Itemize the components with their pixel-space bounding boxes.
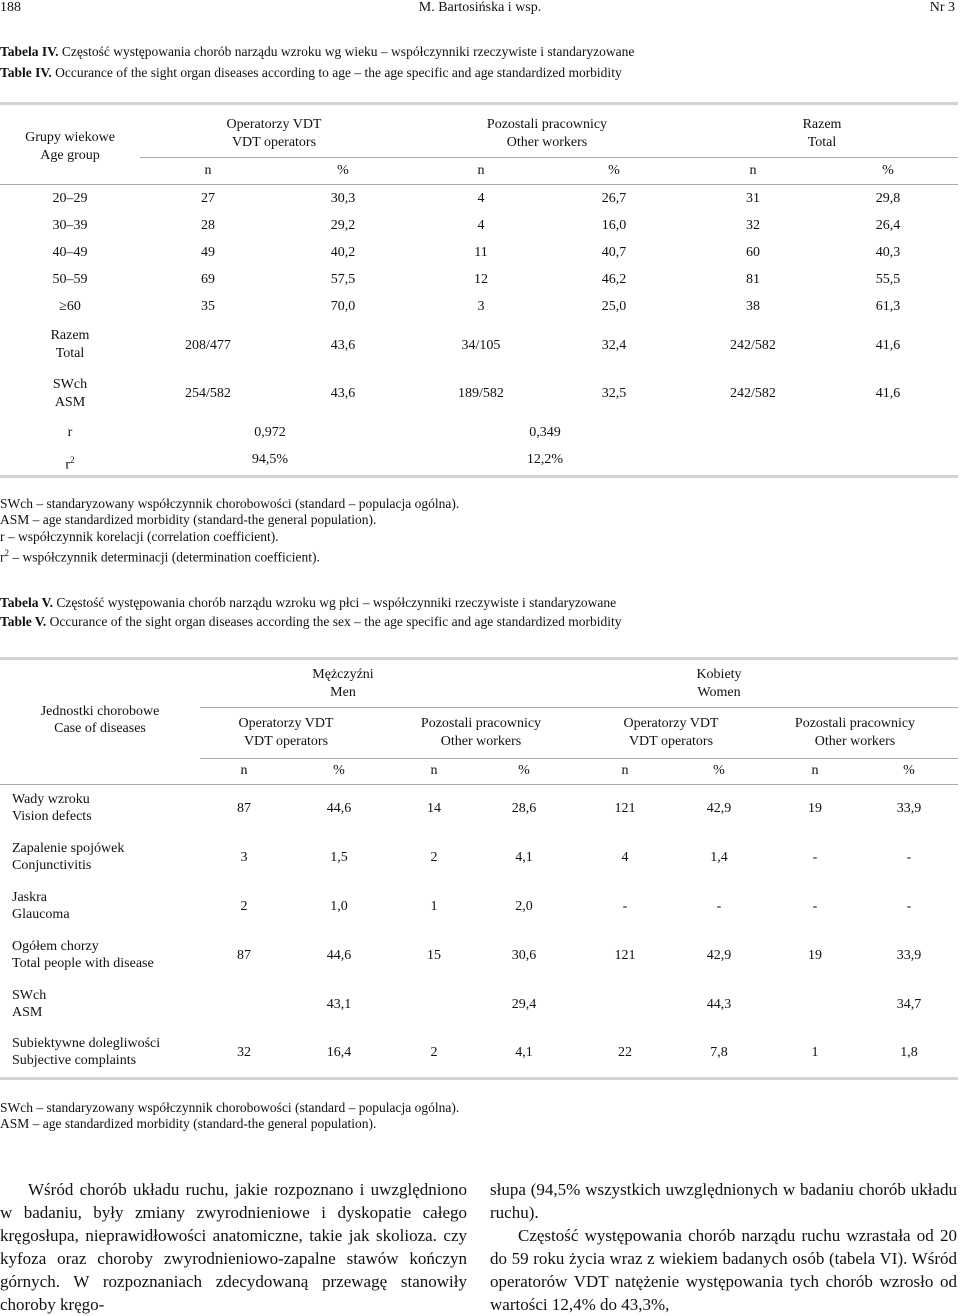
caption-text: Occurance of the sight organ diseases according the sex – the age specific and age standardized morbidity xyxy=(49,614,622,629)
table-cell: 40,7 xyxy=(601,245,627,260)
table-cell: 40,2 xyxy=(330,245,356,260)
caption-text: Częstość występowania chorób narządu wzroku wg wieku – współczynniki rzeczywiste i standaryzowane xyxy=(61,44,635,59)
page-number: 188 xyxy=(0,0,21,15)
row-label-en: Vision defects xyxy=(12,809,92,824)
table-cell: 30,3 xyxy=(330,191,356,206)
table-cell: 81 xyxy=(746,272,760,287)
table-cell: 2 xyxy=(240,899,248,914)
table4-top-rule xyxy=(0,102,958,105)
table5-group-rule xyxy=(200,707,958,708)
table-cell: - xyxy=(812,850,818,865)
header-authors: M. Bartosińska i wsp. xyxy=(418,0,542,15)
table-cell: 33,9 xyxy=(896,948,922,963)
table-cell: 1,0 xyxy=(330,899,348,914)
table-cell: 57,5 xyxy=(330,272,356,287)
table-cell: 22 xyxy=(618,1045,632,1060)
table5-women-pl: Kobiety xyxy=(696,667,742,682)
subheader-cell: n xyxy=(240,763,248,778)
table-cell: 2,0 xyxy=(515,899,533,914)
table5-caption-en xyxy=(0,611,960,632)
table4-header-rule xyxy=(140,157,958,158)
caption-label: Table V. xyxy=(0,614,47,629)
table5-vdt-men-pl: Operatorzy VDT xyxy=(238,716,334,731)
body-paragraph: słupa (94,5% wszystkich uwzględnionych w badaniu chorób układu ruchu). xyxy=(490,1180,957,1222)
table-cell: 49 xyxy=(201,245,215,260)
subheader-cell: n xyxy=(204,163,212,178)
table4-group-head-en: Age group xyxy=(40,148,100,163)
table-cell: 55,5 xyxy=(875,272,901,287)
table4-group-head-pl: Grupy wiekowe xyxy=(25,130,115,145)
caption-label: Table IV. xyxy=(0,65,52,80)
table4-r2-label: $r^2$ xyxy=(65,455,75,473)
table5-other-women-en: Other workers xyxy=(814,734,896,749)
table-cell: 14 xyxy=(427,801,441,816)
row-label: ≥60 xyxy=(59,299,81,314)
table4-col1-pl: Operatorzy VDT xyxy=(226,117,322,132)
table-cell: 4,1 xyxy=(515,850,533,865)
table-cell: 44,6 xyxy=(326,948,352,963)
table4-r-other: 0,349 xyxy=(529,425,561,440)
table4-r2-other: 12,2% xyxy=(526,452,564,467)
table-cell: - xyxy=(906,850,912,865)
table-cell: 46,2 xyxy=(601,272,627,287)
table-cell: 87 xyxy=(237,801,251,816)
table-cell: 189/582 xyxy=(458,386,504,401)
table4-note: SWch – standaryzowany współczynnik chorobowości (standard – populacja ogólna). xyxy=(0,496,460,511)
table-cell: 29,8 xyxy=(875,191,901,206)
header-issue: Nr 3 xyxy=(929,0,955,15)
caption-text: Occurance of the sight organ diseases according to age – the age specific and age standardized morbidity xyxy=(55,65,622,80)
subheader-cell: % xyxy=(713,763,725,778)
table-cell: 42,9 xyxy=(706,948,732,963)
table-cell: 2 xyxy=(430,850,438,865)
table4-note: $r^2$ – współczynnik determinacji (determination coefficient). xyxy=(0,548,320,565)
table-cell: 40,3 xyxy=(875,245,901,260)
table-cell: 12 xyxy=(474,272,488,287)
table-cell: 28,6 xyxy=(511,801,537,816)
table5-note: ASM – age standardized morbidity (standard-the general population). xyxy=(0,1116,377,1131)
table-cell: 208/477 xyxy=(185,338,231,353)
row-label-en: ASM xyxy=(12,1005,43,1020)
table5-units-head-en: Case of diseases xyxy=(54,721,146,736)
table4-col3-en: Total xyxy=(807,135,837,150)
table-cell: 27 xyxy=(201,191,215,206)
table4-col2-pl: Pozostali pracownicy xyxy=(486,117,608,132)
table-cell: - xyxy=(812,899,818,914)
row-label-pl: Ogółem chorzy xyxy=(12,939,99,954)
table-cell: 87 xyxy=(237,948,251,963)
table-cell: 43,6 xyxy=(330,338,356,353)
table-cell: 29,2 xyxy=(330,218,356,233)
row-label-pl: Wady wzroku xyxy=(12,792,90,807)
table-cell: 3 xyxy=(240,850,248,865)
table-cell: 32 xyxy=(237,1045,251,1060)
subheader-cell: n xyxy=(477,163,485,178)
row-label: 40–49 xyxy=(52,245,88,260)
table-cell: 1 xyxy=(430,899,438,914)
body-paragraph: Częstość występowania chorób narządu ruchu wzrastała od 20 do 59 roku życia wraz z wiekiem badanych osób (tabela VI). Wśród operatorów VDT natężenie występowania tych chorób wzrosło od wartości 12,4% do 43,3%, xyxy=(490,1226,957,1314)
row-label: 50–59 xyxy=(52,272,88,287)
table-cell: 32 xyxy=(746,218,760,233)
table-cell: 43,1 xyxy=(326,997,352,1012)
table4-total-label-pl: Razem xyxy=(50,328,90,343)
table4-caption-en xyxy=(0,62,960,83)
table5-women-en: Women xyxy=(697,685,741,700)
table-cell: 121 xyxy=(614,801,636,816)
subheader-cell: % xyxy=(518,763,530,778)
table-cell: 69 xyxy=(201,272,215,287)
table4-col3-pl: Razem xyxy=(802,117,842,132)
table4-asm-label-en: ASM xyxy=(54,395,86,410)
row-label-en: Total people with disease xyxy=(12,956,154,971)
row-label-pl: Jaskra xyxy=(12,890,47,905)
table-cell: 38 xyxy=(746,299,760,314)
table-cell: 16,4 xyxy=(326,1045,352,1060)
table-cell: - xyxy=(622,899,628,914)
caption-text: Częstość występowania chorób narządu wzroku wg płci – współczynniki rzeczywiste i standaryzowane xyxy=(56,595,617,610)
table-cell: 26,7 xyxy=(601,191,627,206)
body-right-column xyxy=(490,1178,957,1316)
table-cell: 30,6 xyxy=(511,948,537,963)
table4-bottom-rule xyxy=(0,475,958,478)
table4-r-vdt: 0,972 xyxy=(254,425,286,440)
table-cell: 25,0 xyxy=(601,299,627,314)
table4-caption-pl xyxy=(0,41,960,62)
table5-other-men-pl: Pozostali pracownicy xyxy=(420,716,542,731)
table-cell: 4 xyxy=(621,850,629,865)
table4-col2-en: Other workers xyxy=(506,135,588,150)
table-cell: 254/582 xyxy=(185,386,231,401)
table4-total-label-en: Total xyxy=(55,346,85,361)
table-cell: 35 xyxy=(201,299,215,314)
table-cell: 1,4 xyxy=(710,850,728,865)
table5-vdt-women-en: VDT operators xyxy=(628,734,714,749)
table4-note: r – współczynnik korelacji (correlation coefficient). xyxy=(0,529,279,544)
table-cell: 242/582 xyxy=(730,338,776,353)
subheader-cell: % xyxy=(608,163,620,178)
subheader-cell: % xyxy=(333,763,345,778)
table-cell: 29,4 xyxy=(511,997,537,1012)
table-cell: 1,8 xyxy=(900,1045,918,1060)
table-cell: 33,9 xyxy=(896,801,922,816)
row-label-en: Subjective complaints xyxy=(12,1053,137,1068)
table-cell: 19 xyxy=(808,801,822,816)
table-cell: 32,5 xyxy=(601,386,627,401)
subheader-cell: % xyxy=(337,163,349,178)
table5-vdt-women-pl: Operatorzy VDT xyxy=(623,716,719,731)
table-cell: 61,3 xyxy=(875,299,901,314)
subheader-cell: % xyxy=(882,163,894,178)
table-cell: 11 xyxy=(474,245,488,260)
row-label-en: Conjunctivitis xyxy=(12,858,92,873)
table-cell: 60 xyxy=(746,245,760,260)
table-cell: 34,7 xyxy=(896,997,922,1012)
table-cell: 31 xyxy=(746,191,760,206)
row-label-en: Glaucoma xyxy=(12,907,70,922)
body-left-column: Wśród chorób układu ruchu, jakie rozpoznano i uwzględniono w badaniu, były zmiany zwyrodnieniowe i dyskopatie całego kręgosłupa, nieprawidłowości anatomiczne, takie jak skolioza. czy kyfoza oraz choroby zwyrodnieniowo-zapalne stawów kończyn górnych. W rozpoznaniach zdecydowaną przewagę stanowiły choroby kręgo- xyxy=(0,1180,467,1314)
table4-r-label: r xyxy=(67,425,73,440)
table5-vdt-men-en: VDT operators xyxy=(243,734,329,749)
table4-subheader-rule xyxy=(0,184,958,185)
table4-col1-en: VDT operators xyxy=(231,135,317,150)
table5-caption-pl xyxy=(0,592,960,613)
table-cell: 1,5 xyxy=(330,850,348,865)
row-label: 30–39 xyxy=(52,218,88,233)
table-cell: 4 xyxy=(477,191,485,206)
table5-top-rule xyxy=(0,657,958,660)
table5-other-men-en: Other workers xyxy=(440,734,522,749)
table-cell: 70,0 xyxy=(330,299,356,314)
subheader-cell: % xyxy=(903,763,915,778)
table-cell: 43,6 xyxy=(330,386,356,401)
table-cell: 4,1 xyxy=(515,1045,533,1060)
table4-asm-label-pl: SWch xyxy=(52,377,88,392)
table-cell: 3 xyxy=(477,299,485,314)
table-cell: 15 xyxy=(427,948,441,963)
table-cell: 44,3 xyxy=(706,997,732,1012)
table-cell: 2 xyxy=(430,1045,438,1060)
row-label-pl: Subiektywne dolegliwości xyxy=(12,1036,161,1051)
table-cell: - xyxy=(906,899,912,914)
table4-note: ASM – age standardized morbidity (standard-the general population). xyxy=(0,512,377,527)
table-cell: 26,4 xyxy=(875,218,901,233)
row-label-pl: SWch xyxy=(12,988,47,1003)
table-cell: 34/105 xyxy=(461,338,501,353)
table-cell: 41,6 xyxy=(875,386,901,401)
running-header xyxy=(0,0,960,20)
row-label-pl: Zapalenie spojówek xyxy=(12,841,125,856)
table-cell: 44,6 xyxy=(326,801,352,816)
table5-other-women-pl: Pozostali pracownicy xyxy=(794,716,916,731)
table-cell: 41,6 xyxy=(875,338,901,353)
table-cell: 16,0 xyxy=(601,218,627,233)
table5-subheader-rule xyxy=(0,784,958,785)
table4-r2-vdt: 94,5% xyxy=(251,452,289,467)
table-cell: 1 xyxy=(811,1045,819,1060)
table-cell: 28 xyxy=(201,218,215,233)
subheader-cell: n xyxy=(621,763,629,778)
subheader-cell: n xyxy=(811,763,819,778)
table-cell: 4 xyxy=(477,218,485,233)
table-cell: 42,9 xyxy=(706,801,732,816)
table5-bottom-rule xyxy=(0,1077,958,1080)
subheader-cell: n xyxy=(749,163,757,178)
table5-men-pl: Mężczyźni xyxy=(312,667,374,682)
table-cell: - xyxy=(716,899,722,914)
table-cell: 19 xyxy=(808,948,822,963)
table5-units-head-pl: Jednostki chorobowe xyxy=(40,704,160,719)
caption-label: Tabela V. xyxy=(0,595,54,610)
table-cell: 32,4 xyxy=(601,338,627,353)
subheader-cell: n xyxy=(430,763,438,778)
table-cell: 121 xyxy=(614,948,636,963)
table5-note: SWch – standaryzowany współczynnik chorobowości (standard – populacja ogólna). xyxy=(0,1100,460,1115)
caption-label: Tabela IV. xyxy=(0,44,59,59)
table-cell: 7,8 xyxy=(710,1045,728,1060)
table5-men-en: Men xyxy=(330,685,356,700)
table-cell: 242/582 xyxy=(730,386,776,401)
table5-header-rule xyxy=(200,758,958,759)
row-label: 20–29 xyxy=(52,191,88,206)
